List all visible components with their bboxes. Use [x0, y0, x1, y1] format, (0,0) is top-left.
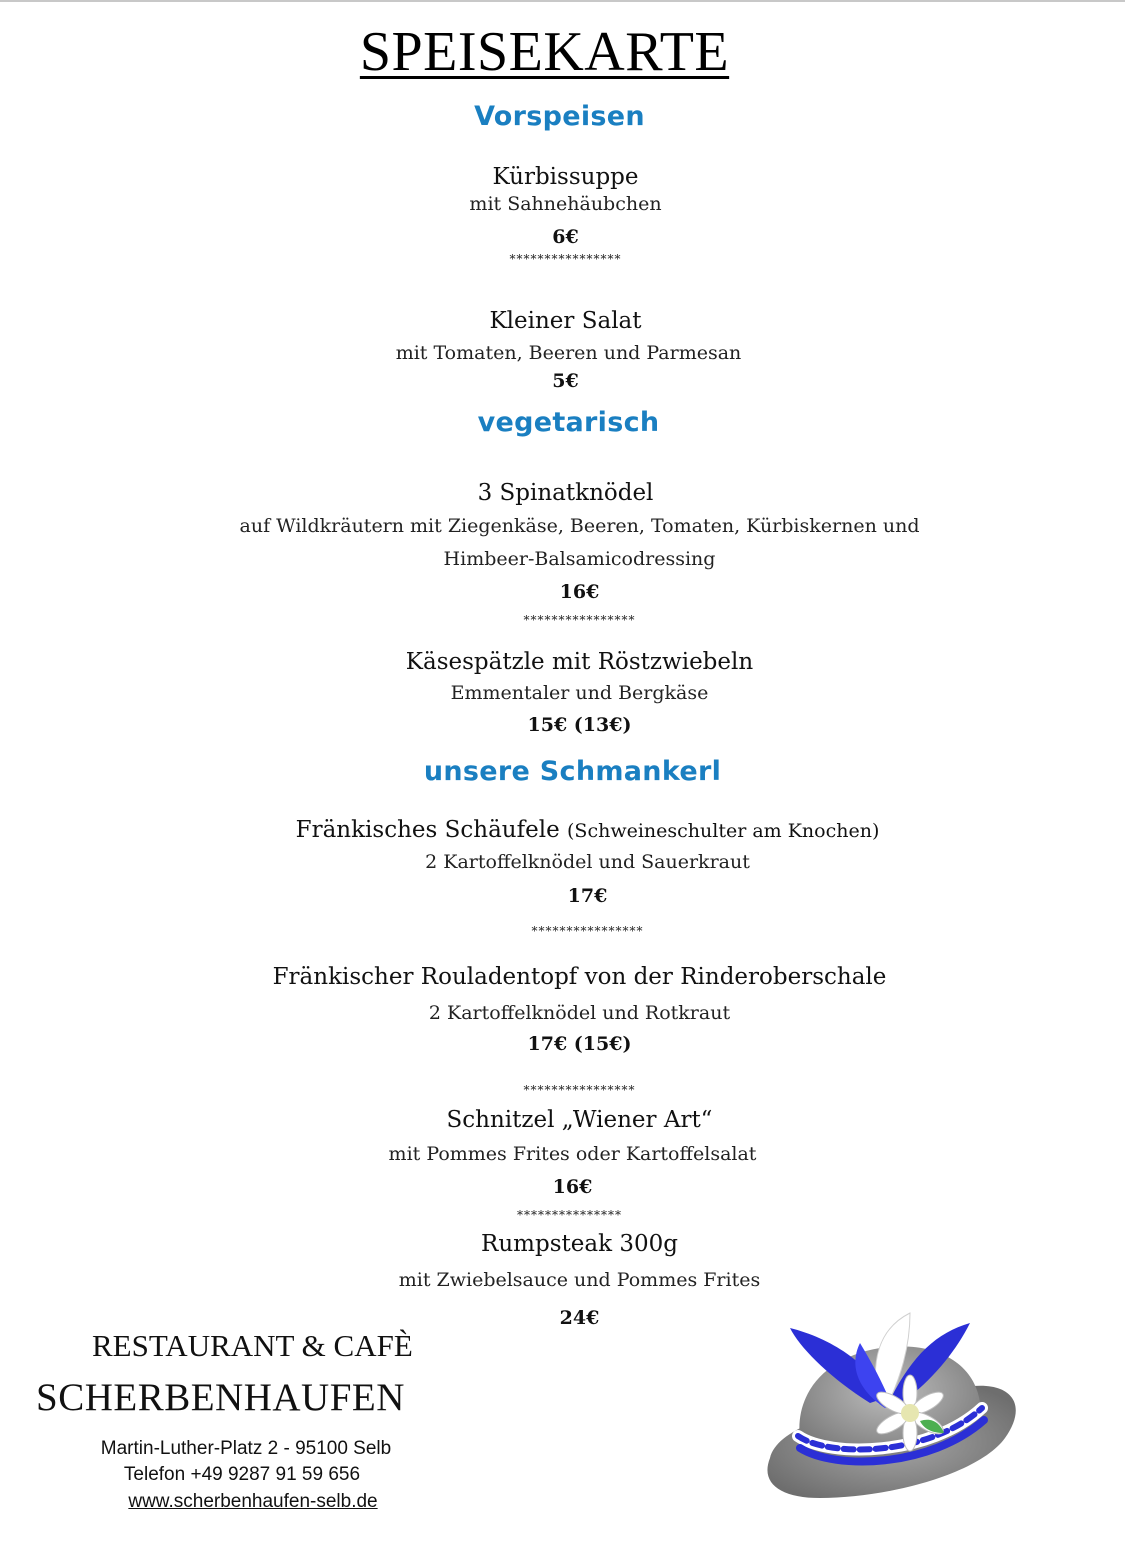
dish-price: 16€: [559, 581, 600, 603]
separator: ***************: [517, 1208, 622, 1222]
dish-name-schaeufele: [25, 817, 1125, 843]
dish-name: Fränkischer Rouladentopf von der Rinderoberschale: [272, 964, 887, 990]
page-title: SPEISEKARTE: [359, 21, 730, 83]
separator: ****************: [523, 1083, 636, 1097]
section-heading-vegetarian: vegetarisch: [477, 407, 660, 438]
separator: ****************: [531, 924, 644, 938]
restaurant-address: Martin-Luther-Platz 2 - 95100 Selb: [100, 1438, 392, 1459]
dish-description: mit Zwiebelsauce und Pommes Frites: [398, 1269, 761, 1291]
dish-description: 2 Kartoffelknödel und Rotkraut: [428, 1002, 731, 1024]
dish-name: Rumpsteak 300g: [481, 1231, 678, 1257]
dish-description: mit Tomaten, Beeren und Parmesan: [395, 342, 742, 364]
dish-name-suffix: (Schweineschulter am Knochen): [567, 820, 880, 842]
dish-description: Emmentaler und Bergkäse: [450, 682, 709, 704]
restaurant-name: SCHERBENHAUFEN: [36, 1376, 405, 1419]
dish-name: Fränkisches Schäufele: [295, 817, 560, 843]
dish-price: 17€ (15€): [527, 1033, 632, 1055]
restaurant-website-link[interactable]: www.scherbenhaufen-selb.de: [128, 1491, 378, 1512]
dish-description: mit Sahnehäubchen: [469, 193, 662, 215]
separator: ****************: [523, 613, 636, 627]
section-heading-starters: Vorspeisen: [474, 101, 645, 132]
dish-price: 6€: [552, 226, 579, 248]
dish-name: Schnitzel „Wiener Art“: [446, 1107, 713, 1133]
dish-name: Käsespätzle mit Röstzwiebeln: [405, 649, 754, 675]
dish-name: 3 Spinatknödel: [477, 480, 654, 506]
dish-name: Kürbissuppe: [492, 164, 639, 190]
dish-description: mit Pommes Frites oder Kartoffelsalat: [388, 1143, 757, 1165]
restaurant-phone: Telefon +49 9287 91 59 656: [123, 1464, 361, 1485]
dish-name: Kleiner Salat: [489, 308, 642, 334]
top-divider: [0, 0, 1125, 2]
dish-price: 24€: [559, 1307, 600, 1329]
traditional-bavarian-hat-icon: [760, 1308, 1025, 1508]
dish-price: 5€: [552, 370, 579, 392]
dish-price: 16€: [552, 1176, 593, 1198]
dish-description: 2 Kartoffelknödel und Sauerkraut: [425, 851, 750, 873]
dish-price: 15€ (13€): [527, 714, 632, 736]
dish-description: auf Wildkräutern mit Ziegenkäse, Beeren, Tomaten, Kürbiskernen und: [239, 515, 920, 537]
separator: ****************: [509, 252, 622, 266]
dish-description: Himbeer-Balsamicodressing: [443, 548, 716, 570]
restaurant-subtitle: RESTAURANT & CAFÈ: [92, 1328, 413, 1363]
section-heading-specials: unsere Schmankerl: [423, 756, 722, 787]
dish-price: 17€: [567, 885, 608, 907]
